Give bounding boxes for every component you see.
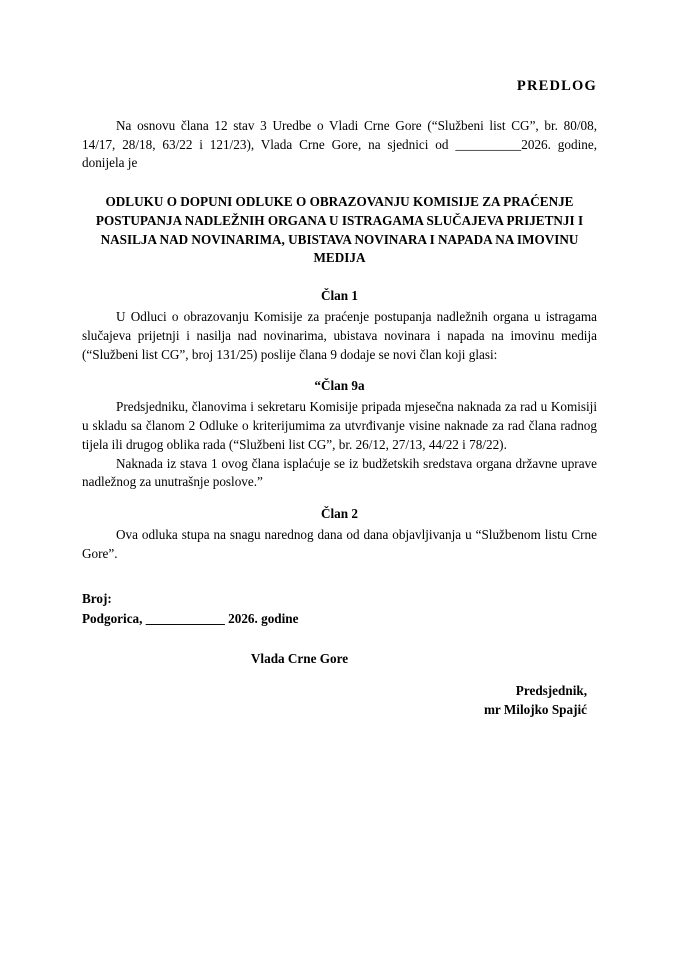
- signature-block: [82, 681, 597, 719]
- document-header-label: PREDLOG: [516, 78, 597, 94]
- article-heading-2: Član 2: [320, 506, 358, 522]
- article-9a-paragraph-2: Naknada iz stava 1 ovog člana isplaćuje se iz budžetskih sredstava organa državne uprave nadležnog za unutrašnje poslove.”: [82, 455, 597, 490]
- document-place-date: Podgorica, ____________ 2026. godine: [82, 611, 299, 627]
- article-heading-9a: “Član 9a: [314, 378, 365, 394]
- document-title: ODLUKU O DOPUNI ODLUKE O OBRAZOVANJU KOMISIJE ZA PRAĆENJE POSTUPANJA NADLEŽNIH ORGANA U ISTRAGAMA SLUČAJEVA PRIJETNJI I NASILJA NAD NOVINARIMA, UBISTAVA NOVINARA I NAPADA NA IMOVINU MEDIJA: [95, 194, 584, 266]
- article-2-paragraph-1: Ova odluka stupa na snagu narednog dana od dana objavljivanja u “Službenom listu Crne Gore”.: [82, 527, 597, 561]
- article-1-paragraph-1: U Odluci o obrazovanju Komisije za praćenje postupanja nadležnih organa u istragama slučajeva prijetnji i nasilja nad novinarima, ubistava novinara i napada na imovinu medija (“Službeni list CG”, broj 131/25) poslije člana 9 dodaje se novi član koji glasi:: [82, 309, 597, 362]
- document-number-label: Broj:: [82, 591, 112, 607]
- president-name: mr Milojko Spajić: [483, 702, 587, 718]
- preamble-paragraph: Na osnovu člana 12 stav 3 Uredbe o Vladi Crne Gore (“Službeni list CG”, br. 80/08, 14/17, 28/18, 63/22 i 121/23), Vlada Crne Gore, na sjednici od __________2026. godine, donijela je: [82, 118, 597, 171]
- article-9a-paragraph-1: Predsjedniku, članovima i sekretaru Komisije pripada mjesečna naknada za rad u Komisiji u skladu sa članom 2 Odluke o kriterijumima za utvrđivanje visine naknade za rad člana radnog tijela ili drugog oblika rada (“Službeni list CG”, br. 26/12, 27/13, 44/22 i 78/22).: [82, 399, 597, 452]
- footer-block: [82, 589, 597, 629]
- president-title: Predsjednik,: [515, 683, 587, 699]
- article-heading-1: Član 1: [320, 288, 358, 304]
- government-name: Vlada Crne Gore: [250, 651, 349, 667]
